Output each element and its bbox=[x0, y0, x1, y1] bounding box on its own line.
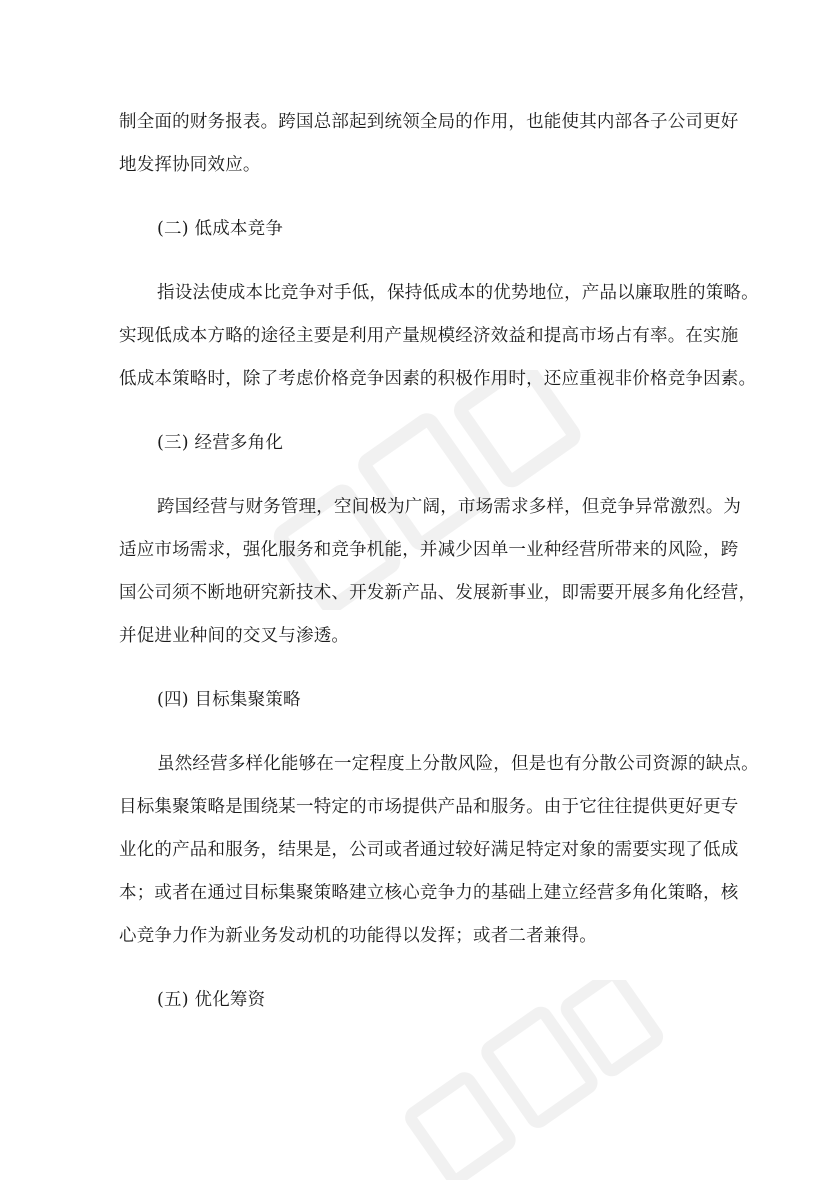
section-heading-3: (三) 经营多角化 bbox=[157, 433, 284, 453]
paragraph-3-line-4: 并促进业种间的交叉与渗透。 bbox=[119, 626, 350, 646]
paragraph-3-line-2: 适应市场需求，强化服务和竞争机能，并减少因单一业种经营所带来的风险，跨 bbox=[119, 540, 739, 560]
section-heading-4: (四) 目标集聚策略 bbox=[157, 690, 301, 710]
paragraph-3-line-3: 国公司须不断地研究新技术、开发新产品、发展新事业，即需要开展多角化经营， bbox=[119, 583, 757, 603]
paragraph-1-line-1: 制全面的财务报表。跨国总部起到统领全局的作用，也能使其内部各子公司更好 bbox=[119, 112, 739, 132]
paragraph-4-line-1: 虽然经营多样化能够在一定程度上分散风险，但是也有分散公司资源的缺点。 bbox=[157, 754, 759, 774]
paragraph-1-line-2: 地发挥协同效应。 bbox=[119, 155, 261, 175]
section-heading-2: (二) 低成本竞争 bbox=[157, 219, 284, 239]
paragraph-2-line-2: 实现低成本方略的途径主要是利用产量规模经济效益和提高市场占有率。在实施 bbox=[119, 326, 739, 346]
section-heading-5: (五) 优化筹资 bbox=[157, 990, 266, 1010]
watermark-logo-bottom bbox=[380, 980, 680, 1180]
paragraph-2-line-3: 低成本策略时，除了考虑价格竞争因素的积极作用时，还应重视非价格竞争因素。 bbox=[119, 369, 757, 389]
paragraph-4-line-5: 心竞争力作为新业务发动机的功能得以发挥；或者二者兼得。 bbox=[119, 926, 597, 946]
paragraph-3-line-1: 跨国经营与财务管理，空间极为广阔，市场需求多样，但竞争异常激烈。为 bbox=[157, 497, 742, 517]
paragraph-4-line-2: 目标集聚策略是围绕某一特定的市场提供产品和服务。由于它往往提供更好更专 bbox=[119, 797, 739, 817]
watermark-logo bbox=[250, 370, 610, 610]
paragraph-4-line-4: 本；或者在通过目标集聚策略建立核心竞争力的基础上建立经营多角化策略，核 bbox=[119, 883, 739, 903]
paragraph-4-line-3: 业化的产品和服务，结果是，公司或者通过较好满足特定对象的需要实现了低成 bbox=[119, 840, 739, 860]
paragraph-2-line-1: 指设法使成本比竞争对手低，保持低成本的优势地位，产品以廉取胜的策略。 bbox=[157, 283, 759, 303]
